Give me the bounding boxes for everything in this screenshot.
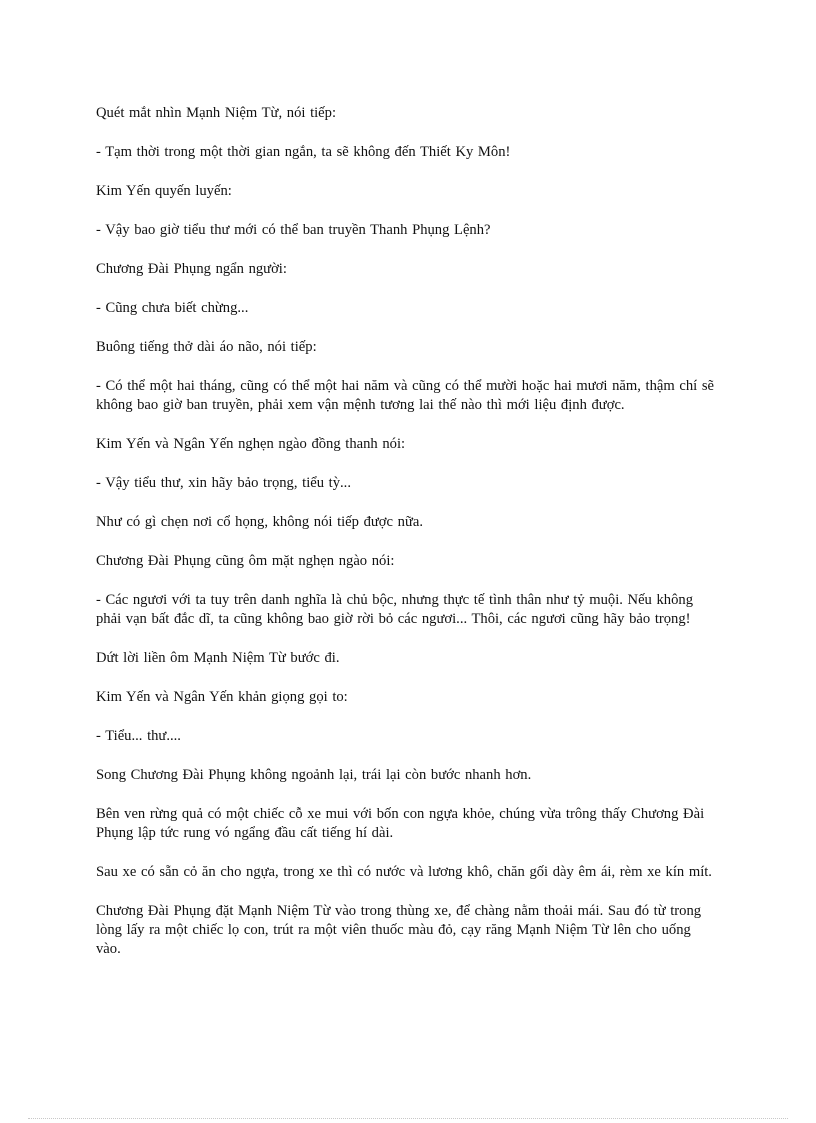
paragraph: - Tiểu... thư.... [96, 728, 181, 744]
paragraph: Chương Đài Phụng cũng ôm mặt nghẹn ngào nói: [96, 553, 395, 569]
paragraph: Kim Yến và Ngân Yến nghẹn ngào đồng thanh nói: [96, 436, 406, 452]
paragraph: Song Chương Đài Phụng không ngoảnh lại, trái lại còn bước nhanh hơn. [96, 767, 532, 783]
paragraph: Chương Đài Phụng đặt Mạnh Niệm Từ vào trong thùng xe, để chàng nằm thoải mái. Sau đó từ trong lòng lấy ra một chiếc lọ con, trút ra một viên thuốc màu đỏ, cạy răng Mạnh Niệm Từ lên cho uống vào. [96, 903, 702, 957]
paragraph: Bên ven rừng quả có một chiếc cỗ xe mui với bốn con ngựa khỏe, chúng vừa trông thấy Chương Đài Phụng lập tức rung vó ngẩng đầu cất tiếng hí dài. [96, 806, 705, 841]
paragraph: - Có thể một hai tháng, cũng có thể một hai năm và cũng có thể mười hoặc hai mươi năm, thậm chí sẽ không bao giờ ban truyền, phải xem vận mệnh tương lai thế nào thì mới liệu định được. [96, 378, 714, 413]
paragraph: - Tạm thời trong một thời gian ngắn, ta sẽ không đến Thiết Ky Môn! [96, 144, 511, 160]
paragraph: Quét mắt nhìn Mạnh Niệm Từ, nói tiếp: [96, 105, 337, 121]
paragraph: Dứt lời liền ôm Mạnh Niệm Từ bước đi. [96, 650, 340, 666]
paragraph: - Vậy tiểu thư, xin hãy bảo trọng, tiểu tỳ... [96, 475, 351, 491]
paragraph: Kim Yến và Ngân Yến khản giọng gọi to: [96, 689, 348, 705]
paragraph: Chương Đài Phụng ngẩn người: [96, 261, 287, 277]
paragraph: - Các ngươi với ta tuy trên danh nghĩa là chủ bộc, nhưng thực tế tình thân như tỷ muội. Nếu không phải vạn bất đắc dĩ, ta cũng không bao giờ rời bỏ các ngươi... Thôi, các ngươi cũng hãy bảo trọng! [96, 592, 693, 627]
page-bottom-divider [28, 1118, 788, 1119]
paragraph: Sau xe có sẵn cỏ ăn cho ngựa, trong xe thì có nước và lương khô, chăn gối dày êm ái, rèm xe kín mít. [96, 864, 712, 880]
paragraph: Kim Yến quyến luyến: [96, 183, 232, 199]
paragraph: Như có gì chẹn nơi cổ họng, không nói tiếp được nữa. [96, 514, 423, 530]
paragraph: - Vậy bao giờ tiểu thư mới có thể ban truyền Thanh Phụng Lệnh? [96, 222, 491, 238]
document-body [96, 104, 716, 979]
paragraph: - Cũng chưa biết chừng... [96, 300, 249, 316]
paragraph: Buông tiếng thở dài áo não, nói tiếp: [96, 339, 317, 355]
